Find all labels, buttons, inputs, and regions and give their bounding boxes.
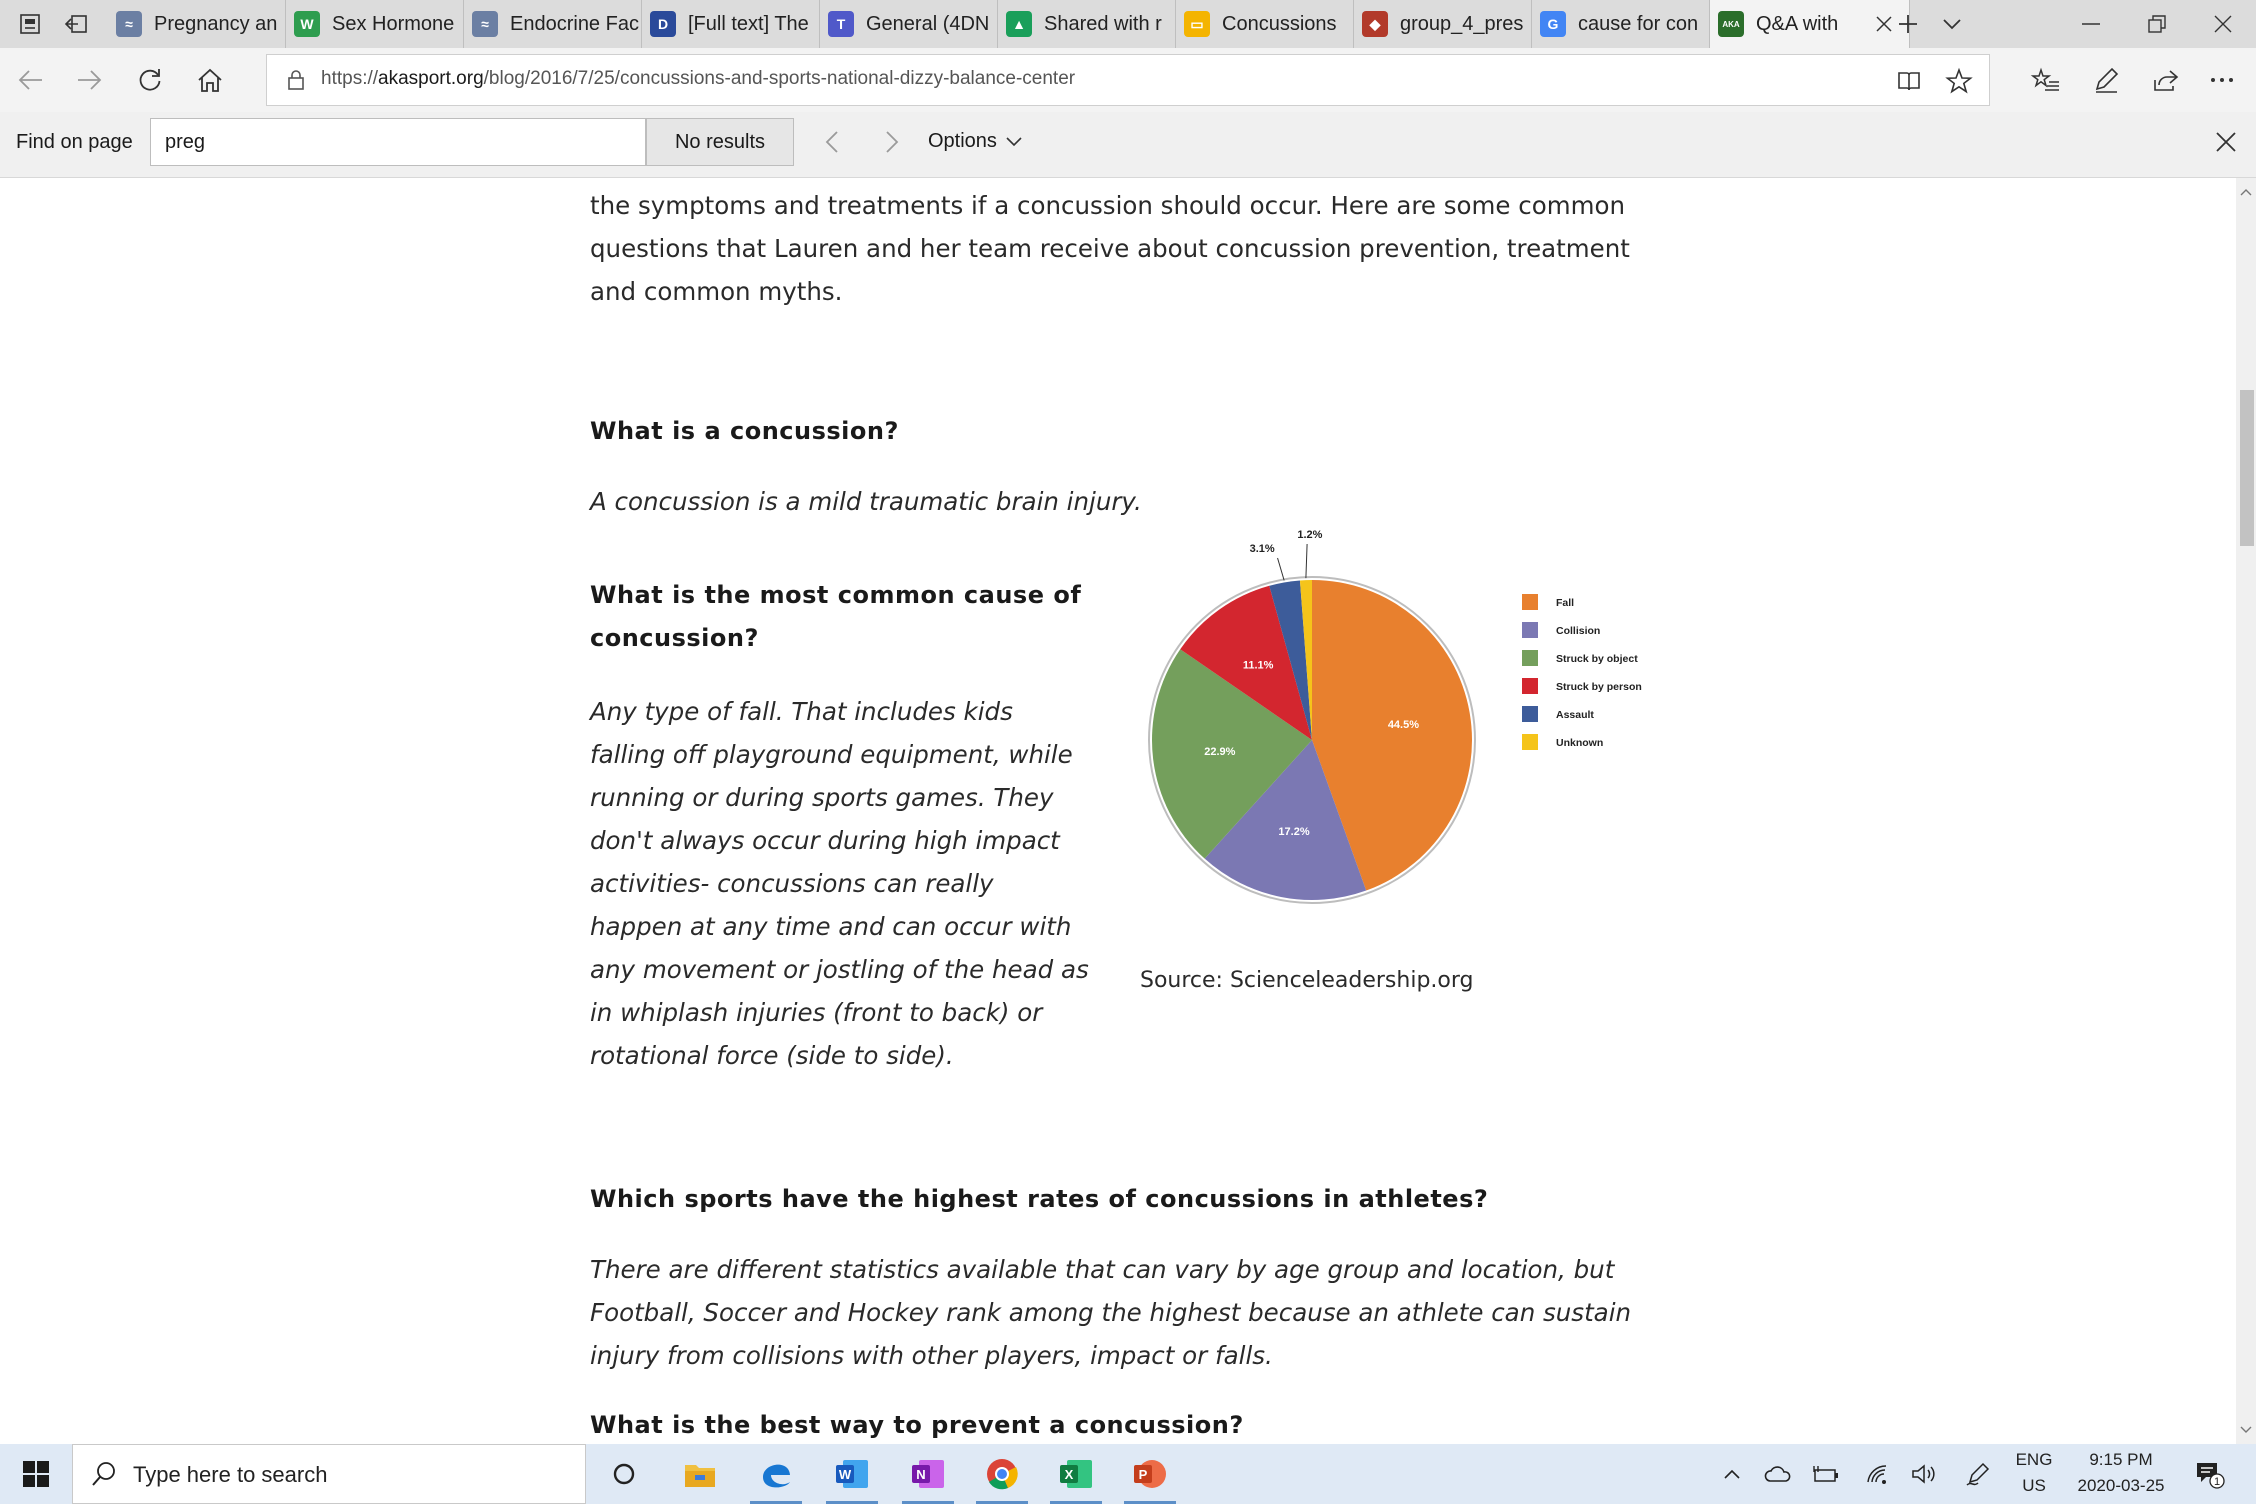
file-explorer-icon (684, 1460, 716, 1488)
notification-icon (2194, 1459, 2224, 1489)
settings-more-button[interactable] (2196, 54, 2248, 106)
powerpoint-taskbar-button[interactable] (1114, 1444, 1186, 1504)
excel-icon (1059, 1458, 1093, 1490)
concussion-cause-pie-chart (1120, 529, 1680, 958)
url-prefix: https:// (321, 68, 379, 89)
find-status: No results (646, 118, 794, 166)
legend-label: Unknown (1556, 737, 1604, 749)
browser-tab[interactable] (1176, 0, 1354, 48)
speaker-icon (1911, 1463, 1937, 1485)
answer-line: running or during sports games. They (590, 783, 1054, 812)
close-icon (2214, 15, 2232, 33)
browser-tab[interactable] (1354, 0, 1532, 48)
edge-icon (759, 1457, 793, 1491)
google-icon: G (1540, 11, 1566, 37)
start-button[interactable] (0, 1444, 72, 1504)
legend-swatch (1522, 706, 1538, 722)
legend-swatch (1522, 678, 1538, 694)
legend-label: Assault (1556, 709, 1594, 721)
pie-value-label: 44.5% (1387, 719, 1420, 732)
search-icon (91, 1461, 117, 1487)
word-icon (835, 1458, 869, 1490)
home-icon (197, 68, 223, 92)
plus-icon (1897, 13, 1919, 35)
action-center-button[interactable] (2184, 1444, 2234, 1504)
legend-swatch (1522, 594, 1538, 610)
intro-line: questions that Lauren and her team receive about concussion prevention, treatment (590, 234, 1630, 263)
page-icon: ≈ (472, 11, 498, 37)
legend-swatch (1522, 734, 1538, 750)
back-button[interactable] (4, 54, 56, 106)
answer-line: Any type of fall. That includes kids (590, 697, 1013, 726)
refresh-button[interactable] (124, 54, 176, 106)
tab-title: Endocrine Fac (510, 12, 639, 35)
minimize-button[interactable] (2058, 0, 2124, 48)
tab-title: General (4DN (866, 12, 990, 35)
pie-value-label: 17.2% (1278, 826, 1310, 839)
shield-crest-icon: ◆ (1362, 11, 1388, 37)
answer-line: in whiplash injuries (front to back) or (590, 998, 1043, 1027)
answer-line: injury from collisions with other players, impact or falls. (590, 1341, 1273, 1370)
tab-strip (108, 0, 1910, 48)
chevron-down-icon (1942, 18, 1962, 30)
notification-count: 1 (2213, 1476, 2221, 1488)
input-language-button[interactable] (2008, 1450, 2060, 1496)
find-close-button[interactable] (2206, 122, 2246, 162)
pie-value-label: 3.1% (1249, 543, 1275, 555)
dove-press-icon: D (650, 11, 676, 37)
windows-logo-icon (23, 1461, 49, 1487)
clock-date: 2020-03-25 (2077, 1476, 2165, 1495)
new-tab-button[interactable] (1886, 0, 1930, 48)
tab-title: group_4_pres (1400, 12, 1524, 35)
wiley-icon: W (294, 11, 320, 37)
answer-line: falling off playground equipment, while (590, 740, 1073, 769)
onedrive-cloud-icon (1764, 1465, 1792, 1483)
find-next-button[interactable] (870, 120, 914, 164)
chrome-taskbar-button[interactable] (966, 1444, 1038, 1504)
chart-source-caption: Source: Scienceleadership.org (1140, 968, 1474, 993)
legend-label: Struck by person (1556, 681, 1642, 693)
home-button[interactable] (184, 54, 236, 106)
question-heading: What is a concussion? (590, 417, 899, 445)
answer-line: rotational force (side to side). (590, 1041, 954, 1070)
pen-workspace-tray-button[interactable] (1956, 1444, 2000, 1504)
aka-sport-icon: AKA (1718, 11, 1744, 37)
favorite-star-button[interactable] (1943, 65, 1975, 97)
edge-taskbar-button[interactable] (740, 1444, 812, 1504)
find-label: Find on page (16, 131, 133, 153)
volume-tray-button[interactable] (1902, 1444, 1946, 1504)
chevron-down-icon (1005, 136, 1023, 148)
tab-title: Sex Hormone (332, 12, 455, 35)
lock-icon (287, 69, 305, 91)
pen-workspace-icon (1965, 1461, 1991, 1487)
favorites-list-icon (2032, 68, 2060, 92)
answer-line: any movement or jostling of the head as (590, 955, 1089, 984)
browser-tab[interactable] (286, 0, 464, 48)
share-button[interactable] (2140, 54, 2192, 106)
heading-line: What is the most common cause of (590, 581, 1082, 609)
add-notes-button[interactable] (2080, 54, 2132, 106)
teams-icon: T (828, 11, 854, 37)
forward-button[interactable] (64, 54, 116, 106)
search-placeholder: Type here to search (133, 1462, 328, 1487)
show-hidden-icons-button[interactable] (1710, 1444, 1754, 1504)
battery-tray-button[interactable] (1804, 1444, 1848, 1504)
set-aside-tabs-button[interactable] (46, 0, 106, 48)
reading-view-button[interactable] (1893, 65, 1925, 97)
web-page-content (0, 178, 2236, 1444)
answer-line: Football, Soccer and Hockey rank among the highest because an athlete can sustain (590, 1298, 1632, 1327)
tab-title: Shared with r (1044, 12, 1162, 35)
tab-list-button[interactable] (1930, 0, 1974, 48)
tab-title: Pregnancy an (154, 12, 278, 35)
navigation-bar (0, 48, 2256, 112)
browser-tab[interactable] (820, 0, 998, 48)
file-explorer-button[interactable] (664, 1444, 736, 1504)
tab-title: Q&A with (1756, 12, 1839, 35)
intro-line: and common myths. (590, 277, 843, 306)
pen-icon (2093, 67, 2119, 93)
answer-line: don't always occur during high impact (590, 826, 1060, 855)
find-input[interactable]: preg (150, 118, 646, 166)
legend-label: Fall (1556, 597, 1575, 609)
chevron-left-icon (825, 130, 839, 154)
address-bar[interactable] (266, 54, 1990, 106)
legend-swatch (1522, 622, 1538, 638)
intro-line: the symptoms and treatments if a concussion should occur. Here are some common (590, 191, 1625, 220)
pie-value-label: 11.1% (1242, 659, 1274, 672)
clock-time: 9:15 PM (2089, 1450, 2153, 1469)
word-taskbar-button[interactable] (816, 1444, 888, 1504)
url-text[interactable] (321, 68, 1075, 90)
chevron-up-icon (2240, 188, 2252, 196)
scroll-down-button[interactable] (2236, 1420, 2256, 1440)
region-code: US (2022, 1476, 2046, 1495)
language-code: ENG (2015, 1450, 2053, 1469)
powerpoint-icon (1133, 1457, 1167, 1491)
battery-charging-icon (1812, 1464, 1840, 1484)
answer-line: activities- concussions can really (590, 869, 994, 898)
browser-tab[interactable] (1710, 0, 1910, 48)
google-drive-icon: ▲ (1006, 11, 1032, 37)
arrow-left-icon (17, 69, 43, 91)
pie-value-label: 22.9% (1204, 745, 1236, 758)
chrome-icon (986, 1458, 1018, 1490)
answer-line: There are different statistics available that can vary by age group and location, but (590, 1255, 1615, 1284)
star-icon (1946, 68, 1972, 94)
arrow-right-icon (77, 69, 103, 91)
answer-line: happen at any time and can occur with (590, 912, 1072, 941)
reading-view-icon (1897, 70, 1921, 92)
taskbar-search-box[interactable] (72, 1444, 586, 1504)
find-options-label: Options (928, 130, 997, 152)
wifi-tray-button[interactable] (1856, 1444, 1900, 1504)
chevron-down-icon (2240, 1426, 2252, 1434)
browser-tab[interactable] (108, 0, 286, 48)
url-path: /blog/2016/7/25/concussions-and-sports-national-dizzy-balance-center (483, 68, 1076, 89)
tab-title: Concussions (1222, 12, 1337, 35)
svg-text:X: X (1064, 1467, 1074, 1482)
windows-taskbar (0, 1444, 2256, 1504)
question-heading: What is the best way to prevent a concussion? (590, 1411, 1244, 1439)
clock-button[interactable] (2066, 1450, 2176, 1496)
browser-tab[interactable] (998, 0, 1176, 48)
url-host: akasport.org (378, 68, 484, 89)
onenote-icon (911, 1458, 945, 1490)
svg-text:N: N (916, 1467, 926, 1482)
favorites-hub-button[interactable] (2020, 54, 2072, 106)
onedrive-tray-button[interactable] (1756, 1444, 1800, 1504)
restore-button[interactable] (2124, 0, 2190, 48)
tab-title: [Full text] The (688, 12, 809, 35)
excel-taskbar-button[interactable] (1040, 1444, 1112, 1504)
chevron-up-icon (1723, 1468, 1741, 1480)
svg-text:P: P (1138, 1467, 1148, 1482)
pie-value-label: 1.2% (1297, 529, 1323, 541)
share-icon (2153, 68, 2179, 92)
svg-text:W: W (838, 1467, 852, 1482)
close-window-button[interactable] (2190, 0, 2256, 48)
question-heading: Which sports have the highest rates of concussions in athletes? (590, 1185, 1489, 1213)
task-view-icon (612, 1462, 636, 1486)
find-previous-button[interactable] (810, 120, 854, 164)
answer-paragraph (590, 1248, 1631, 1377)
page-scrollbar[interactable] (2236, 178, 2256, 1444)
page-icon: ≈ (116, 11, 142, 37)
restore-icon (2148, 15, 2166, 33)
legend-label: Struck by object (1556, 653, 1638, 665)
chevron-right-icon (885, 130, 899, 154)
tab-preview-icon (19, 13, 41, 35)
browser-tab[interactable] (464, 0, 642, 48)
question-heading (590, 574, 1081, 660)
find-options-button[interactable] (928, 130, 1023, 153)
intro-paragraph (590, 184, 1630, 313)
browser-tab[interactable] (1532, 0, 1710, 48)
browser-tab[interactable] (642, 0, 820, 48)
scroll-thumb[interactable] (2240, 390, 2254, 546)
tab-title: cause for con (1578, 12, 1699, 35)
set-aside-icon (64, 13, 88, 35)
task-view-button[interactable] (588, 1444, 660, 1504)
tab-bar (0, 0, 2256, 48)
more-dots-icon (2210, 77, 2234, 83)
pie-leader-line (1278, 558, 1285, 580)
scroll-up-button[interactable] (2236, 182, 2256, 202)
google-slides-icon: ▭ (1184, 11, 1210, 37)
wifi-icon (1865, 1463, 1891, 1485)
minimize-icon (2082, 22, 2100, 26)
refresh-icon (137, 67, 163, 93)
find-on-page-bar (0, 112, 2256, 178)
legend-label: Collision (1556, 625, 1601, 637)
pie-leader-line (1306, 544, 1307, 578)
answer-paragraph (590, 690, 1089, 1077)
onenote-taskbar-button[interactable] (892, 1444, 964, 1504)
answer-text: A concussion is a mild traumatic brain injury. (590, 487, 1142, 516)
close-icon (2216, 132, 2236, 152)
heading-line: concussion? (590, 624, 759, 652)
legend-swatch (1522, 650, 1538, 666)
